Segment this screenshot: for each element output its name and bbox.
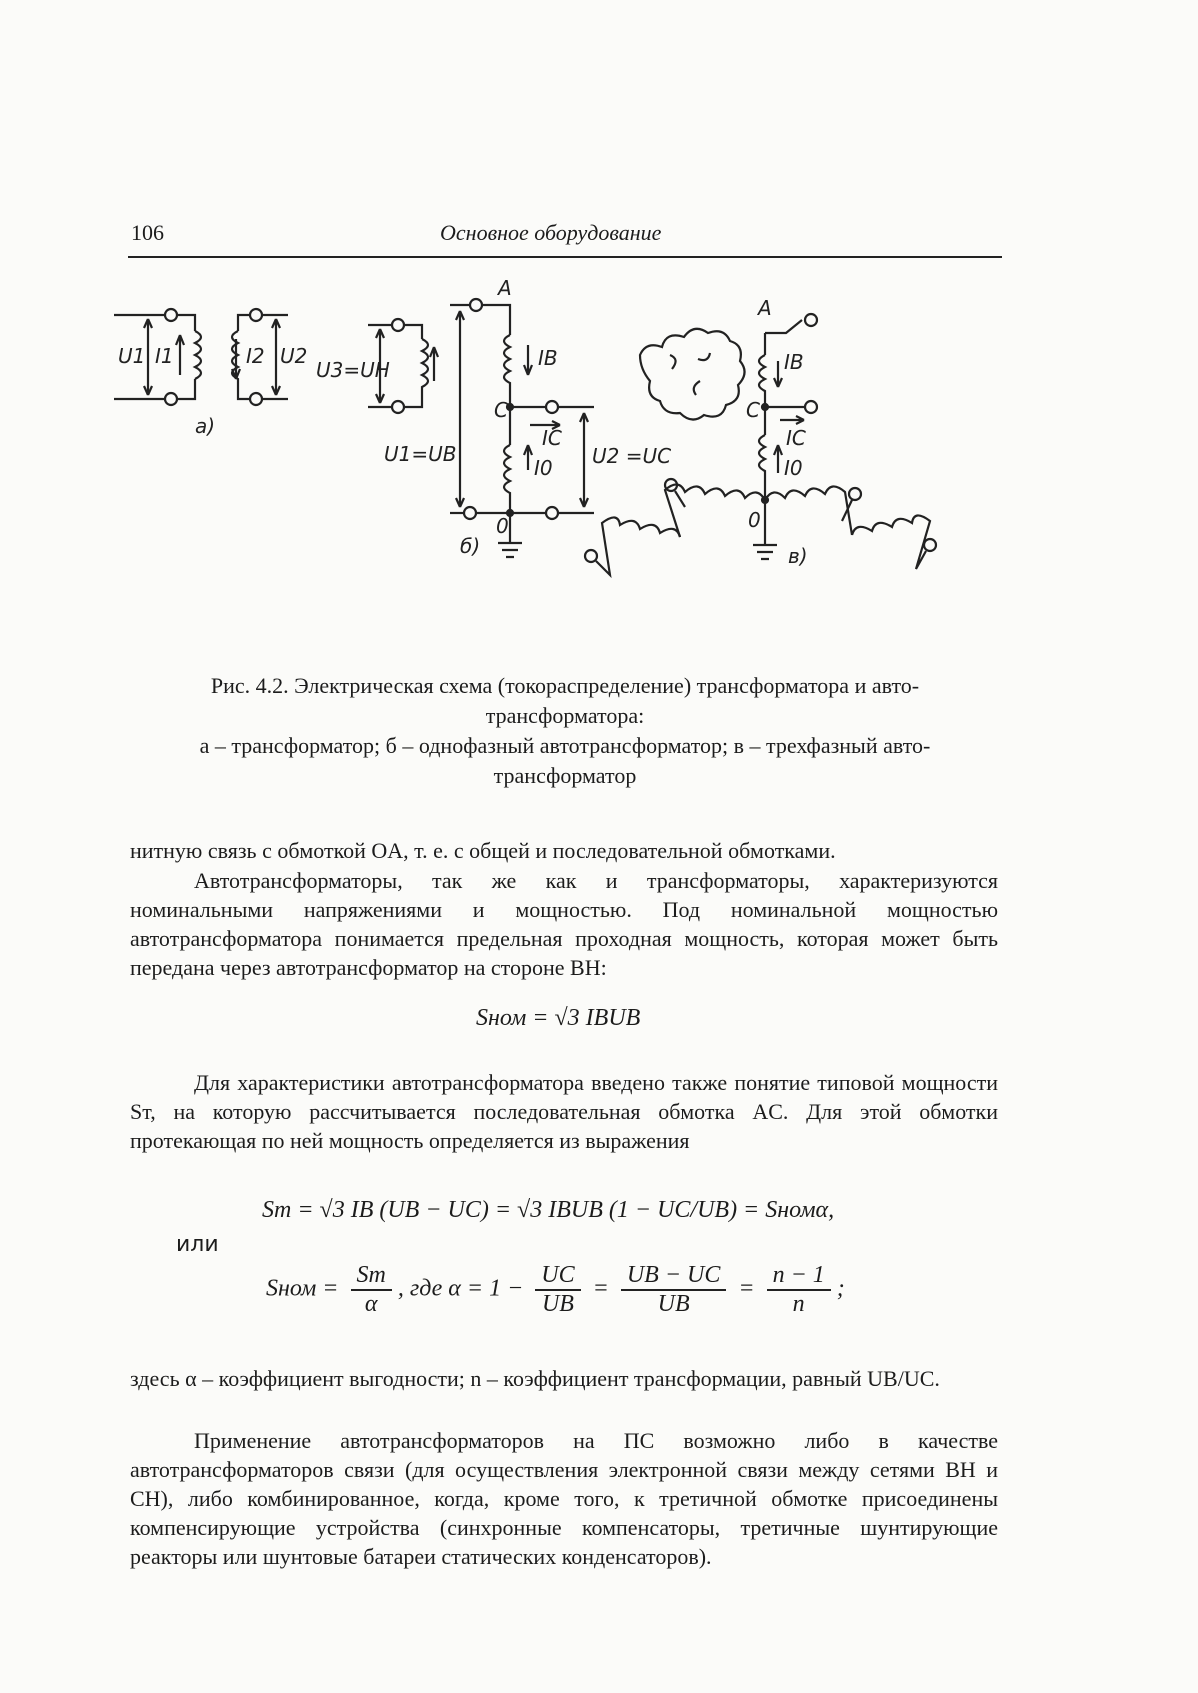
paragraph-2-text: Автотрансформаторы, так же как и трансформаторы, характеризуются номинальными напряжениями и мощностью. Под номинальной мощностью автотрансформатора понимается предельная проходная мощность, которая может быть передана через автотрансформатор на стороне ВН: [130,868,998,980]
label-ic-c: IС [786,426,806,450]
label-u3: U3=UН [316,358,390,382]
label-ib: IВ [538,346,558,370]
formula-ratio-mid: , где α = 1 − [397,1275,530,1302]
paragraph-4-text: здесь α – коэффициент выгодности; n – коэффициент трансформации, равный UВ/UС. [130,1366,940,1391]
label-v: в) [788,544,808,568]
caption-line-2: трансформатора: [485,703,645,728]
label-u2: U2 [280,344,308,368]
paragraph-5 [130,1426,998,1571]
paragraph-5-text: Применение автотрансформаторов на ПС возможно либо в качестве автотрансформаторов связи (для осуществления электронной связи между сетями ВН и СН), либо комбинированное, когда, кроме того, к третичной обмотке присоединены компенсирующие устройства (синхронные компенсаторы, третичные шунтирующие реакторы или шунтовые батареи статических конденсаторов). [130,1428,998,1569]
label-i0-c: I0 [784,456,803,480]
label-i1: I1 [155,344,174,368]
label-c-c: C [746,398,760,422]
label-a: а) [195,414,216,438]
label-b: б) [460,534,481,558]
paragraph-1 [130,836,998,865]
label-u1ub: U1=UВ [384,442,457,466]
diagram-b [316,276,671,558]
caption-line-3: а – трансформатор; б – однофазный автотрансформатор; в – трехфазный авто- [199,733,931,758]
diagram-c [585,296,936,575]
caption-line-4: трансформатор [493,763,637,788]
paragraph-2 [130,866,998,982]
transformer-diagram [110,276,1010,640]
frac-st-alpha: $\frac{Sт}{\alpha}$ [351,1262,392,1318]
label-a-node-c: A [758,296,772,320]
paragraph-1-text: нитную связь с обмоткой OA, т. е. с общей и последовательной обмотками. [130,838,836,863]
caption-line-1: Рис. 4.2. Электрическая схема (токораспределение) трансформатора и авто- [210,673,920,698]
figure-caption [130,671,1000,791]
label-i0: I0 [534,456,553,480]
formula-typical-power: Sт = √3 IВ (UВ − UС) = √3 IВUВ (1 − UС/UВ) = Sномα, [262,1197,835,1223]
formula-ratio-left: Sном = [266,1275,345,1302]
label-u1: U1 [118,344,146,368]
frac-n: $\frac{n - 1}{n}$ [767,1262,831,1318]
formula-ratio: Sном = $\frac{Sт}{\alpha}$ , где α = 1 − $\frac{UС}{UВ}$ = $\frac{UВ - UС}{UВ}$ = $\frac{n - 1}{n}$ ; [266,1262,845,1317]
label-u2uc: U2 =UС [592,444,672,468]
label-o-c: 0 [748,508,761,532]
diagram-a [114,309,307,438]
label-o: 0 [496,514,509,538]
label-i2: I2 [246,344,265,368]
paragraph-3 [130,1068,998,1155]
paragraph-3-text: Для характеристики автотрансформатора введено также понятие типовой мощности Sт, на которую рассчитывается последовательная обмотка AC. Для этой обмотки протекающая по ней мощность определяется из выражения [130,1070,998,1153]
word-or: или [176,1232,219,1257]
label-ib-c: IВ [784,350,804,374]
page-number: 106 [131,220,164,245]
frac-uc-ub: $\frac{UС}{UВ}$ [535,1262,580,1318]
header-rule [128,256,1002,258]
paragraph-4 [130,1364,998,1393]
frac-diff-ub: $\frac{UВ - UС}{UВ}$ [621,1262,727,1318]
formula-ratio-end: ; [836,1275,845,1302]
label-ic: IС [542,426,562,450]
label-a-node: A [498,276,512,300]
running-header-title: Основное оборудование [440,220,662,245]
label-c: C [494,398,508,422]
formula-nominal-power: Sном = √3 IВUВ [476,1005,641,1031]
